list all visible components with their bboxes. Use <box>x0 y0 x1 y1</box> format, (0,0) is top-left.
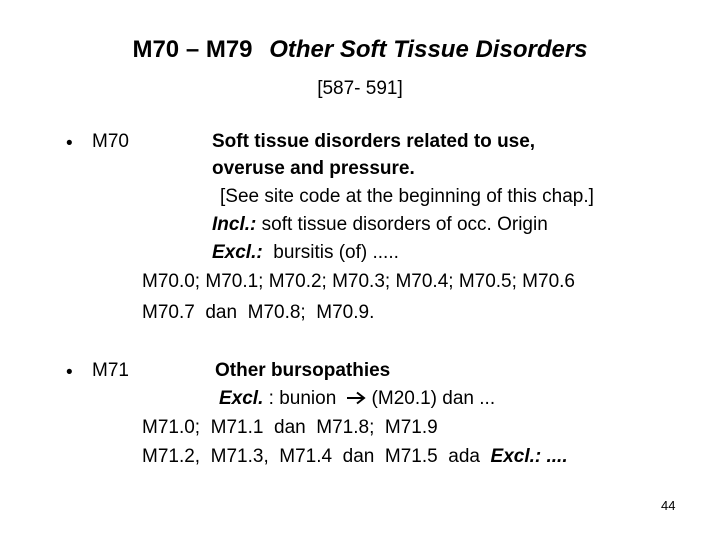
title-text: Other Soft Tissue Disorders <box>269 36 588 63</box>
m71-excl <box>219 387 495 411</box>
title-code: M70 – M79 <box>132 36 253 63</box>
m71-code: M71 <box>92 360 129 381</box>
m70-excl-label: Excl.: <box>212 242 263 263</box>
m71-codes-line2-text: M71.2, M71.3, M71.4 dan M71.5 ada <box>142 446 491 467</box>
page-range: [587- 591] <box>317 78 403 99</box>
bullet-m70: • <box>66 133 73 154</box>
m70-incl-text: soft tissue disorders of occ. Origin <box>256 214 548 235</box>
m70-excl <box>212 241 399 265</box>
m70-incl-label: Incl.: <box>212 214 257 235</box>
m70-line1: Soft tissue disorders related to use, <box>212 131 536 152</box>
m71-excl-text-a: : bunion <box>263 388 342 409</box>
m70-codes-line1: M70.0; M70.1; M70.2; M70.3; M70.4; M70.5; M70.6 <box>142 271 575 292</box>
m71-line1: Other bursopathies <box>215 360 391 381</box>
slide-title <box>0 36 720 64</box>
m71-excl-text-b: (M20.1) dan ... <box>371 388 496 409</box>
m70-incl <box>212 213 548 237</box>
m70-line3: [See site code at the beginning of this chap.] <box>220 186 594 207</box>
m70-excl-text: bursitis (of) ..... <box>262 242 399 263</box>
m70-code: M70 <box>92 131 129 152</box>
m71-excl-label: Excl. <box>219 388 264 409</box>
m71-codes-line1: M71.0; M71.1 dan M71.8; M71.9 <box>142 417 438 438</box>
m71-codes-line2 <box>142 445 568 469</box>
m71-codes-line2-excl: Excl.: .... <box>490 446 568 467</box>
page-number: 44 <box>661 498 676 513</box>
m70-codes-line2: M70.7 dan M70.8; M70.9. <box>142 302 375 323</box>
right-arrow-icon <box>346 391 368 405</box>
bullet-m71: • <box>66 362 73 383</box>
m70-line2: overuse and pressure. <box>212 158 415 179</box>
